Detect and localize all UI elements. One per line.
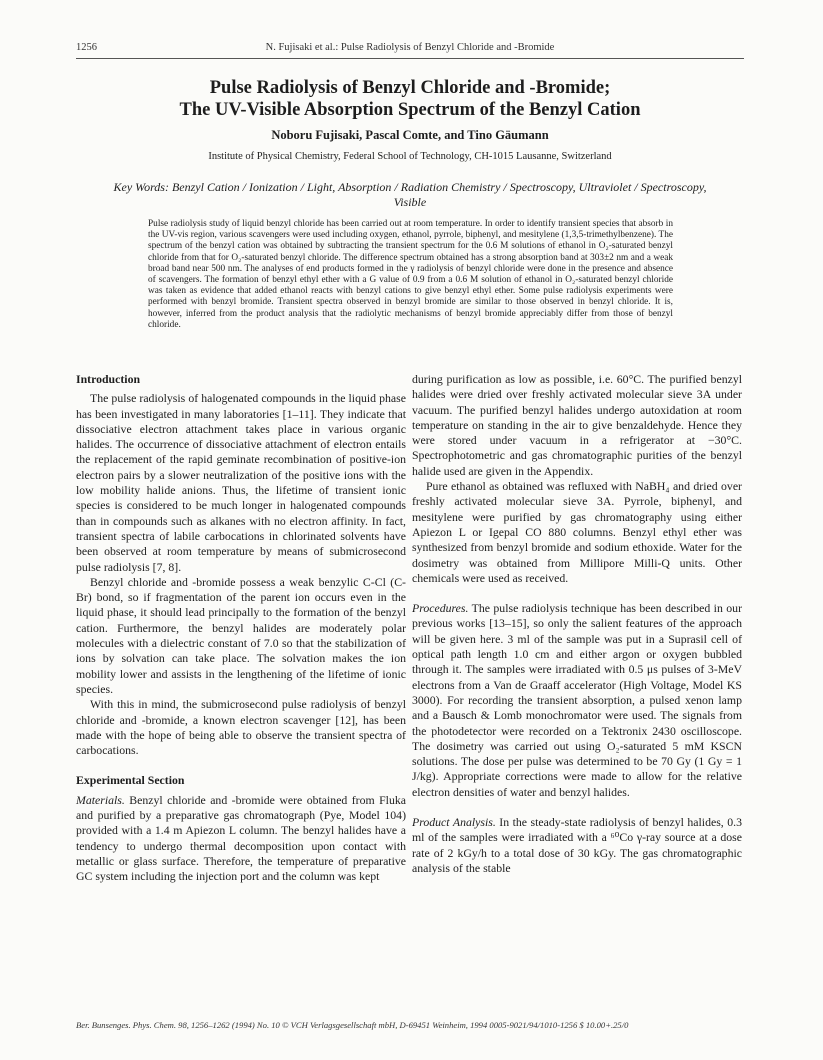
section-gap [76,758,406,773]
procedures-paragraph [412,601,742,800]
abstract [148,219,673,331]
section-gap [412,800,742,815]
affiliation: Institute of Physical Chemistry, Federal School of Technology, CH-1015 Lausanne, Switzerland [208,151,612,162]
materials-continued-1: during purification as low as possible, i.e. 60°C. The purified benzyl halides were dried over freshly activated molecular sieve 3A under vacuum. The purified benzyl halides undergo autoxidation at room temperature on standing in the air to give benzaldehyde. Hence they were stored under vacuum in a refrigerator at −30°C. Spectrophotometric and gas chromatographic purities of the benzyl halide used are given in the Appendix. [412,372,742,478]
product-analysis-lead: Product Analysis. [412,815,496,830]
materials-lead: Materials. [76,792,125,807]
author-list: Noboru Fujisaki, Pascal Comte, and Tino Gäumann [271,128,549,142]
journal-citation: Ber. Bunsenges. Phys. Chem. 98, 1256–1262 (1994) No. 10 © VCH Verlagsgesellschaft mbH, D-69451 Weinheim, 1994 0005-9021/94/1010-1256 $ 10.00+.25/0 [76,1020,629,1030]
experimental-heading: Experimental Section [76,773,185,788]
keywords: Key Words: Benzyl Cation / Ionization / Light, Absorption / Radiation Chemistry / Spectroscopy, Ultraviolet / Spectroscopy, Visible [113,180,707,209]
intro-paragraph-2: Benzyl chloride and -bromide possess a weak benzylic C-Cl (C-Br) bond, so if fragmentation of the parent ion occurs even in the liquid phase, it should lead principally to the formation of the benzyl cation. Furthermore, the benzyl halides are moderately polar molecules with a dielectric constant of 7.0 so that the stabilization of ions by solvation can take place. The solvation makes the ion mobility lower and assists in the lengthening of the lifetime of ionic species. [76,574,406,696]
procedures-text: The pulse radiolysis technique has been described in our previous works [13–15], so only the salient features of the approach will be given here. 3 ml of the sample was put in a Suprasil cell of optical path length 1.0 cm and either argon or oxygen bubbled through it. The samples were irradiated with 0.5 μs pulses of 3-MeV electrons from a Van de Graaff accelerator (High Voltage, Model KS 3000). For recording the transient absorption, a pulsed xenon lamp and a Bausch & Lomb monochromator were used. The signals from the photodetector were recorded on a Tektronix 2430 oscilloscope. The dosimetry was carried out using O₂-saturated 5 mM KSCN solutions. The dose per pulse was determined to be 70 Gy (1 Gy = 1 J/kg). Appropriate corrections were made to allow for the relative electron densities of water and benzyl halides. [412,601,742,799]
introduction-heading: Introduction [76,372,141,386]
page-number: 1256 [76,42,97,53]
procedures-lead: Procedures. [412,601,469,616]
section-gap [412,586,742,601]
article-title [76,77,744,121]
right-column [412,372,742,876]
running-title: N. Fujisaki et al.: Pulse Radiolysis of Benzyl Chloride and -Bromide [265,42,555,53]
product-analysis-text: In the steady-state radiolysis of benzyl halides, 0.3 ml of the samples were irradiated with a ⁶⁰Co γ-ray source at a dose rate of 2 kGy/h to a total dose of 30 kGy. The gas chromatographic analysis of the stable [412,815,743,875]
left-column [76,372,406,885]
abstract-text: Pulse radiolysis study of liquid benzyl chloride has been carried out at room temperature. In order to identify transient species that absorb in the UV-vis region, various scavengers were used including oxygen, ethanol, pyrrole, biphenyl, and mesitylene (1,3,5-trimethylbenzene). The spectrum of the benzyl cation was obtained by subtracting the transient spectrum for the 0.6 M solutions of ethanol in O₂-saturated benzyl chloride from that for O₂-saturated benzyl chloride. The difference spectrum obtained has a strong absorption band at 303±2 nm and a weak broad band near 500 nm. The analyses of end products formed in the γ radiolysis of benzyl chloride were done in the presence and absence of scavengers. The formation of benzyl ethyl ether with a G value of 0.9 from a 0.6 M solution of ethanol in O₂-saturated benzyl chloride was taken as evidence that added ethanol reacts with benzyl cations to give benzyl ethyl ether. Some pulse radiolysis experiments were performed with benzyl bromide. Transient spectra observed in benzyl bromide are similar to those observed in benzyl chloride. It is, however, inferred from the product analysis that the radiolytic mechanisms of benzyl bromide appreciably differ from those of benzyl chloride. [148,219,673,330]
title-line-2: The UV-Visible Absorption Spectrum of the Benzyl Cation [179,100,641,120]
product-analysis-paragraph [412,815,742,876]
materials-continued-2: Pure ethanol as obtained was refluxed with NaBH₄ and dried over freshly activated molecular sieve 3A. Pyrrole, biphenyl, and mesitylene were purified by gas chromatography using either Apiezon L or Igepal CO 880 columns. Benzyl ethyl ether was synthesized from benzyl bromide and sodium ethoxide. Water for the dosimetry was obtained from Millipore Milli-Q units. Other chemicals were used as received. [412,479,742,585]
materials-text: Benzyl chloride and -bromide were obtained from Fluka and purified by a preparative gas chromatograph (Pye, Model 104) provided with a 1.4 m Apiezon L column. The benzyl halides have a tendency to undergo thermal decomposition upon contact with metallic or glass surface. Therefore, the temperature of preparative GC system including the injection port and the column was kept [76,792,406,884]
intro-paragraph-3: With this in mind, the submicrosecond pulse radiolysis of benzyl chloride and -bromide, a known electron scavenger [12], has been made with the hope of being able to observe the transient spectra of carbocations. [76,697,406,758]
title-line-1: Pulse Radiolysis of Benzyl Chloride and -Bromide; [209,78,611,98]
intro-paragraph-1: The pulse radiolysis of halogenated compounds in the liquid phase has been investigated in many laboratories [1–11]. They indicate that dissociative electron attachment takes place in various organic halides. The occurrence of dissociative attachment of electron entails the replacement of the rapid geminate recombination of positive-ion electron pairs by a slower neutralization of the positive ions with the low mobility halide anions. Thus, the lifetime of transient ionic species is considered to be much longer in halogenated compounds than in compounds such as alkanes with no electron affinity. In fact, transient spectra of labile carbocations in chlorinated solvents have been observed at room temperature by means of submicrosecond pulse radiolysis [7, 8]. [76,391,406,574]
header-rule [76,58,744,59]
materials-paragraph [76,793,406,885]
